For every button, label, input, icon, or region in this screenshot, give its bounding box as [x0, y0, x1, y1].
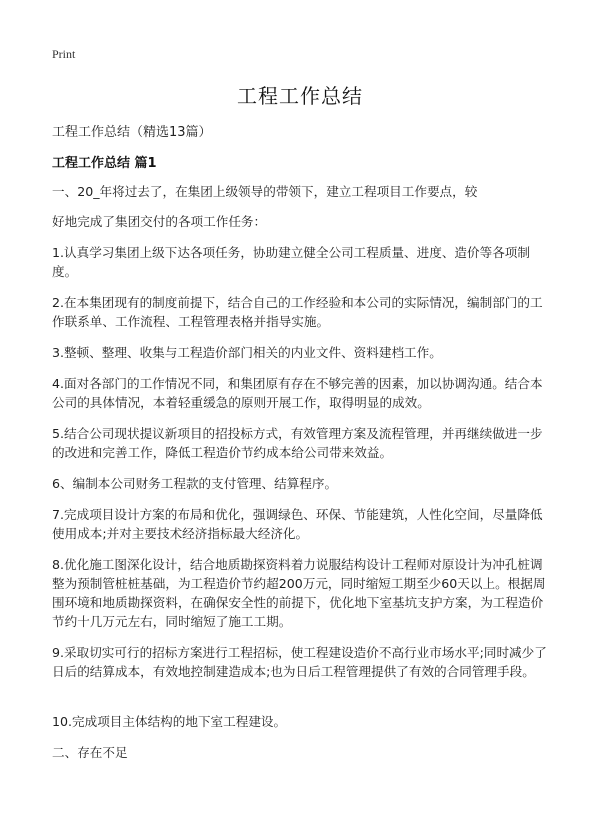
paragraph-item-8: 8.优化施工图深化设计，结合地质勘探资料着力说服结构设计工程师对原设计为冲孔桩调整为预制管桩桩基础，为工程造价节约超200万元，同时缩短工期至少60天以上。根据周围环境和地质勘探资料，在确保安全性的前提下，优化地下室基坑支护方案，为工程造价节约十几万元左右，同时缩短了施工工期。 [52, 557, 546, 629]
paragraph-item-5: 5.结合公司现状提议新项目的招投标方式，有效管理方案及流程管理，并再继续做进一步的改进和完善工作，降低工程造价节约成本给公司带来效益。 [52, 426, 543, 460]
paragraph-intro-line2: 好地完成了集团交付的各项工作任务： [52, 214, 267, 229]
document-title: 工程工作总结 [237, 84, 363, 108]
paragraph-item-3: 3.整顿、整理、收集与工程造价部门相关的内业文件、资料建档工作。 [52, 345, 442, 360]
paragraph-item-6: 6、编制本公司财务工程款的支付管理、结算程序。 [52, 476, 338, 491]
paragraph-item-2: 2.在本集团现有的制度前提下，结合自己的工作经验和本公司的实际情况，编制部门的工作联系单、工作流程、工程管理表格并指导实施。 [52, 295, 543, 329]
paragraph-item-10: 10.完成项目主体结构的地下室工程建设。 [52, 714, 287, 729]
paragraph-item-4: 4.面对各部门的工作情况不同，和集团原有存在不够完善的因素，加以协调沟通。结合本公司的具体情况，本着轻重缓急的原则开展工作，取得明显的成效。 [52, 376, 543, 410]
paragraph-item-7: 7.完成项目设计方案的布局和优化，强调绿色、环保、节能建筑，人性化空间，尽量降低使用成本;并对主要技术经济指标最大经济化。 [52, 507, 543, 541]
section-two-heading: 二、存在不足 [52, 745, 128, 760]
paragraph-intro-line1: 一、20_年将过去了，在集团上级领导的带领下，建立工程项目工作要点，较 [52, 184, 478, 199]
section-heading: 工程工作总结 篇1 [52, 156, 157, 171]
paragraph-item-9: 9.采取切实可行的招标方案进行工程招标，使工程建设造价不高行业市场水平;同时减少了日后的结算成本，有效地控制建造成本;也为日后工程管理提供了有效的合同管理手段。 [52, 645, 547, 679]
document-subtitle: 工程工作总结（精选13篇） [52, 125, 212, 140]
print-label[interactable]: Print [52, 47, 76, 61]
paragraph-item-1: 1.认真学习集团上级下达各项任务，协助建立健全公司工程质量、进度、造价等各项制度。 [52, 245, 530, 279]
